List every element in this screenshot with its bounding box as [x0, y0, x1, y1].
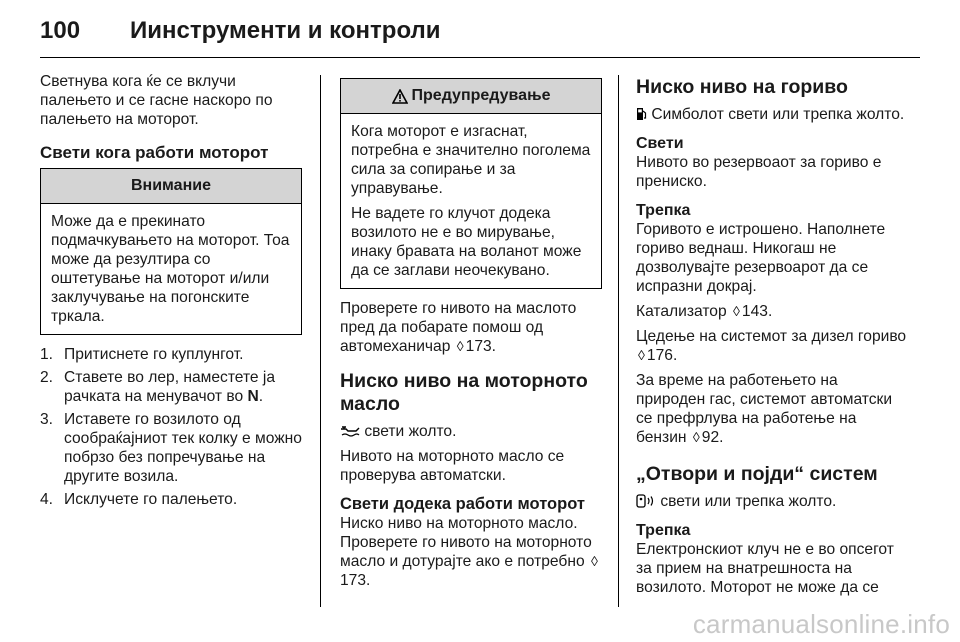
intro-paragraph: Светнува кога ќе се вклучи палењето и се гасне наскоро по палењето на моторот. — [40, 73, 273, 128]
running-subheading: Свети додека работи моторот — [340, 495, 585, 513]
list-item: 4. Исклучете го палењето. — [40, 491, 238, 508]
blink-subheading: Трепка — [636, 202, 691, 219]
warning-box-text-2: Не вадете го клучот додека возилото не е во мирување, инаку бравата на воланот може да се заглави неочекувано. — [351, 205, 582, 279]
page-title: Иинструменти и контроли — [130, 17, 441, 44]
catalyst-ref: Катализатор ◊ 143. — [636, 303, 773, 320]
diesel-ref: Цедење на системот за дизел гориво ◊ 176. — [636, 328, 907, 364]
page-ref-arrow-icon: ◊ — [638, 347, 645, 363]
page-reference[interactable]: 176. — [646, 347, 678, 364]
blink2-text: Електронскиот клуч не е во опсегот за прием на внатрешноста на возилото. Моторот не може да се — [636, 541, 894, 596]
caution-box — [40, 168, 302, 335]
watermark: carmanualsonline.info — [692, 609, 950, 639]
page-ref-arrow-icon: ◊ — [733, 303, 740, 319]
caution-box-title: Внимание — [41, 169, 301, 204]
page-reference[interactable]: 143. — [741, 303, 773, 320]
gas-ref: За време на работењето на природен гас, системот автоматски се префрлува на работење на бензин ◊ 92. — [636, 372, 893, 446]
blink2-subheading: Трепка — [636, 522, 691, 539]
key-icon-paragraph: свети или трепка жолто. — [636, 492, 908, 511]
fuel-icon-paragraph: Симболот свети или трепка жолто. — [636, 105, 908, 124]
page-ref-arrow-icon: ◊ — [591, 553, 598, 569]
page-number: 100 — [40, 17, 81, 44]
warning-box — [340, 78, 602, 289]
column-2 — [340, 72, 602, 596]
column-3 — [636, 72, 908, 603]
gear-neutral-label: N — [247, 388, 259, 405]
warning-box-text-1: Кога моторот е изгаснат, потребна е значително поголема сила за сопирање и за управување. — [351, 123, 591, 197]
column-divider — [618, 75, 619, 607]
warning-box-title: Предупредување — [341, 79, 601, 114]
page-reference[interactable]: 173. — [340, 572, 371, 589]
oil-icon-paragraph: свети жолто. — [340, 422, 602, 441]
fuel-heading: Ниско ниво на гориво — [636, 76, 848, 98]
top-up-paragraph: Проверете го нивото на моторното масло и дотурајте ако е потребно ◊173. — [340, 534, 598, 589]
page-header — [40, 6, 441, 56]
column-1 — [40, 72, 302, 513]
oil-check-paragraph: Проверете го нивото на маслото пред да побарате помош од автомеханичар ◊ 173. — [340, 300, 577, 355]
electronic-key-icon — [636, 494, 656, 508]
column-divider — [320, 75, 321, 607]
header-divider — [40, 57, 920, 58]
oil-level-icon — [340, 426, 360, 438]
on-subheading: Свети — [636, 135, 684, 152]
steps-list — [40, 345, 302, 509]
caution-box-text: Може да е прекинато подмачкувањето на моторот. Тоа може да резултира со оштетување на моторот и/или заклучување на погонските тркала. — [51, 213, 290, 325]
low-oil-line: Ниско ниво на моторното масло. — [340, 515, 578, 532]
oil-level-heading: Ниско ниво на моторното масло — [340, 370, 588, 415]
oil-auto-check: Нивото на моторното масло се проверува автоматски. — [340, 448, 565, 484]
blink-text: Горивото е истрошено. Наполнете гориво веднаш. Никогаш не дозволувајте резервоарот да се испразни докрај. — [636, 221, 886, 295]
list-item: 3. Иставете го возилото од сообраќајниот тек колку е можно побрзо без попречување на другите возила. — [40, 411, 302, 485]
page-reference[interactable]: 92. — [701, 429, 724, 446]
on-text: Нивото во резервоаот за гориво е прениско. — [636, 154, 882, 190]
open-go-heading: „Отвори и појди“ систем — [636, 463, 878, 485]
page-ref-arrow-icon: ◊ — [692, 429, 700, 445]
fuel-pump-icon — [636, 107, 647, 121]
page-reference[interactable]: 173. — [465, 338, 497, 355]
page-ref-arrow-icon: ◊ — [456, 338, 464, 354]
warning-triangle-icon — [392, 89, 408, 104]
list-item: 1. Притиснете го куплунгот. — [40, 346, 244, 363]
list-item: 2. Ставете во лер, наместете ја рачката на менувачот во N. — [40, 369, 276, 405]
section-heading-running: Свети кога работи моторот — [40, 143, 269, 162]
